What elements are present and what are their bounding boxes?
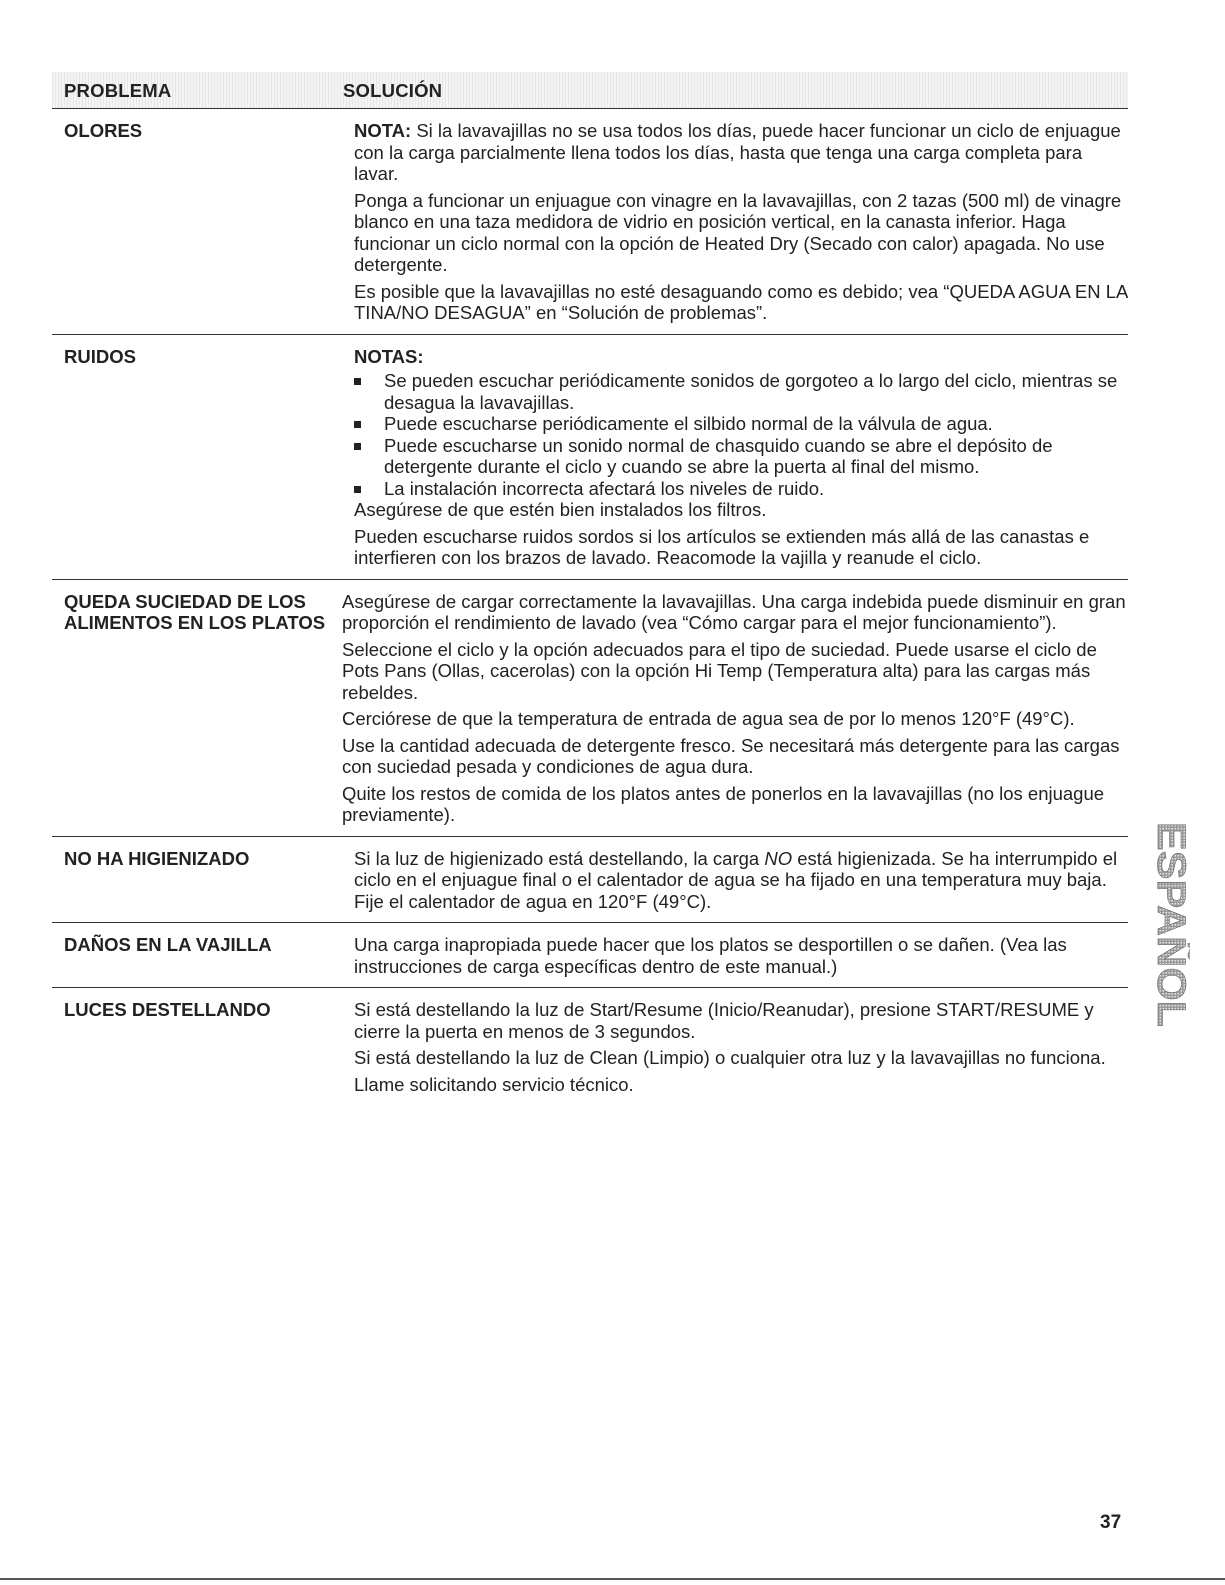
- paragraph-text: Si la luz de higienizado está destellando, la carga NO está higienizada. Se ha interrumpido el ciclo en el enjuague final o el calentador de agua se ha fijado en una temperatura muy baja. Fije el calentador de agua en 120°F (49°C).: [354, 847, 1118, 912]
- bullet-square-icon: [354, 370, 384, 413]
- paragraph-text: Es posible que la lavavajillas no esté desaguando como es debido; vea “QUEDA AGUA EN LA TINA/NO DESAGUA” en “Solución de problemas”.: [354, 280, 1128, 323]
- table-header: [52, 72, 1128, 109]
- solution-paragraph: [354, 934, 1128, 977]
- solution-paragraph: [354, 499, 1128, 521]
- paragraph-text: Cerciórese de que la temperatura de entrada de agua sea de por lo menos 120°F (49°C).: [342, 708, 1075, 729]
- bullet-text: Puede escucharse un sonido normal de chasquido cuando se abre el depósito de detergente durante el ciclo y cuando se abre la puerta al final del mismo.: [384, 434, 1053, 477]
- notes-heading-text: NOTAS:: [354, 345, 424, 367]
- paragraph-text: Quite los restos de comida de los platos antes de ponerlos en la lavavajillas (no los enjuague previamente).: [342, 782, 1105, 825]
- solution-cell: [354, 848, 1128, 913]
- paragraph-text: Si está destellando la luz de Clean (Limpio) o cualquier otra luz y la lavavajillas no funciona.: [354, 1047, 1106, 1068]
- solution-paragraph: [342, 783, 1128, 826]
- paragraph-text: Use la cantidad adecuada de detergente fresco. Se necesitará más detergente para las cargas con suciedad pesada y condiciones de agua dura.: [342, 734, 1120, 777]
- solution-paragraph: [354, 1047, 1128, 1069]
- paragraph-text: Ponga a funcionar un enjuague con vinagre en la lavavajillas, con 2 tazas (500 ml) de vinagre blanco en una taza medidora de vidrio en posición vertical, en la canasta inferior. Haga funcionar un ciclo normal con la opción de Heated Dry (Secado con calor) apagada. No use detergente.: [354, 189, 1122, 275]
- problem-label: QUEDA SUCIEDAD DE LOS ALIMENTOS EN LOS PLATOS: [64, 590, 326, 633]
- bullet-square-icon: [354, 435, 384, 478]
- header-problema: PROBLEMA: [64, 80, 172, 101]
- paragraph-text: Pueden escucharse ruidos sordos si los artículos se extienden más allá de las canastas e interfieren con los brazos de lavado. Reacomode la vajilla y reanude el ciclo.: [354, 525, 1090, 568]
- solution-paragraph: [354, 526, 1128, 569]
- solution-paragraph: [342, 591, 1128, 634]
- solution-cell: [354, 934, 1128, 977]
- table-row: [52, 580, 1128, 837]
- solution-paragraph: [354, 190, 1128, 276]
- bullet-square-icon: [354, 478, 384, 500]
- paragraph-text: Si la lavavajillas no se usa todos los días, puede hacer funcionar un ciclo de enjuague con la carga parcialmente llena todos los días, hasta que tenga una carga completa para lavar.: [354, 120, 1121, 184]
- problem-label: OLORES: [64, 120, 143, 141]
- problem-label: LUCES DESTELLANDO: [64, 999, 271, 1020]
- problem-label: DAÑOS EN LA VAJILLA: [64, 934, 272, 955]
- bullet-item: [354, 413, 1128, 435]
- solution-cell: [354, 346, 1128, 569]
- paragraph-text: Asegúrese de que estén bien instalados los filtros.: [354, 499, 767, 520]
- solution-paragraph: [342, 735, 1128, 778]
- bullet-square-icon: [354, 413, 384, 435]
- table-row: [52, 988, 1128, 1105]
- solution-paragraph: [354, 848, 1128, 913]
- solution-paragraph: [354, 120, 1128, 185]
- paragraph-text: Asegúrese de cargar correctamente la lavavajillas. Una carga indebida puede disminuir en gran proporción el rendimiento de lavado (vea “Cómo cargar para el mejor funcionamiento”).: [342, 590, 1126, 633]
- paragraph-text: Si está destellando la luz de Start/Resume (Inicio/Reanudar), presione START/RESUME y cierre la puerta en menos de 3 segundos.: [354, 999, 1094, 1042]
- paragraph-text: Llame solicitando servicio técnico.: [354, 1073, 634, 1095]
- bullet-item: [354, 478, 1128, 500]
- solution-paragraph: [342, 639, 1128, 704]
- solution-cell: [354, 999, 1128, 1095]
- side-tab-graphic: [1148, 820, 1190, 1030]
- bullet-text: Puede escucharse periódicamente el silbido normal de la válvula de agua.: [384, 413, 993, 434]
- solution-cell: [354, 120, 1128, 324]
- paragraph-text: Una carga inapropiada puede hacer que los platos se desportillen o se dañen. (Vea las instrucciones de carga específicas dentro de este manual.): [354, 934, 1067, 977]
- solution-paragraph: [354, 1074, 1128, 1096]
- page-number: 37: [1100, 1512, 1122, 1533]
- bullet-text: La instalación incorrecta afectará los niveles de ruido.: [384, 477, 825, 499]
- solution-paragraph: [354, 281, 1128, 324]
- solution-paragraph: [354, 999, 1128, 1042]
- header-solucion: SOLUCIÓN: [343, 80, 443, 101]
- problem-label: RUIDOS: [64, 345, 136, 367]
- bullet-item: [354, 370, 1128, 413]
- problem-label: NO HA HIGIENIZADO: [64, 847, 250, 869]
- paragraph-text: Seleccione el ciclo y la opción adecuados para el tipo de suciedad. Puede usarse el ciclo de Pots Pans (Ollas, cacerolas) con la opción Hi Temp (Temperatura alta) para las cargas más rebeldes.: [342, 638, 1097, 703]
- table-row: [52, 109, 1128, 335]
- page-bottom-rule: [0, 1578, 1225, 1580]
- notes-heading: [354, 346, 1128, 368]
- table-row: [52, 335, 1128, 580]
- solution-cell: [342, 591, 1128, 826]
- troubleshooting-table: [52, 109, 1128, 1105]
- solution-paragraph: [342, 708, 1128, 730]
- table-row: [52, 837, 1128, 924]
- table-row: [52, 923, 1128, 988]
- paragraph-lead: NOTA:: [354, 120, 412, 141]
- side-tab-text: ESPAÑOL: [1149, 822, 1190, 1013]
- bullet-text: Se pueden escuchar periódicamente sonidos de gorgoteo a lo largo del ciclo, mientras se desagua la lavavajillas.: [384, 370, 1118, 413]
- bullet-item: [354, 435, 1128, 478]
- language-side-tab: [1148, 820, 1190, 1030]
